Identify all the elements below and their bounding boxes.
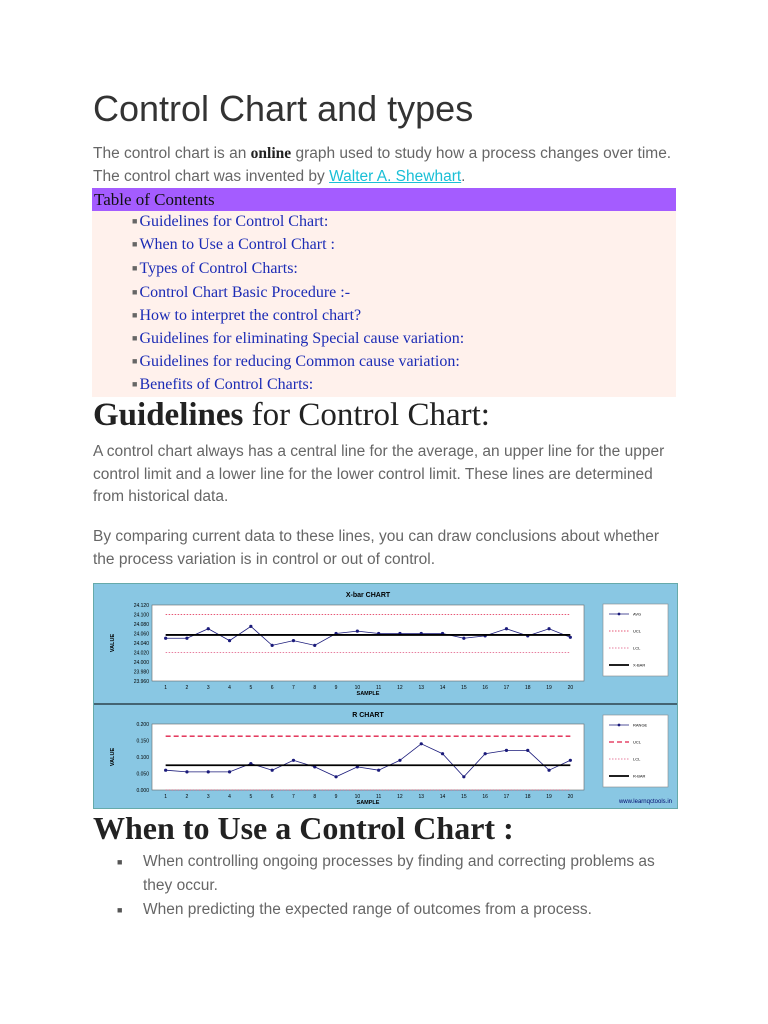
intro-text-2: graph used to study how a process changes over time. The control chart was invented by bbox=[93, 145, 672, 185]
toc-item[interactable] bbox=[132, 213, 328, 231]
x-tick-label: 10 bbox=[354, 685, 361, 691]
x-axis-label: SAMPLE bbox=[356, 800, 380, 806]
list-item bbox=[117, 898, 663, 922]
legend-marker bbox=[618, 613, 621, 616]
legend-label: RANGE bbox=[633, 722, 648, 728]
data-point bbox=[462, 775, 465, 778]
x-tick-label: 4 bbox=[228, 685, 231, 691]
x-tick-label: 3 bbox=[206, 685, 210, 691]
y-tick-label: 24.080 bbox=[133, 622, 149, 628]
data-point bbox=[462, 637, 465, 640]
data-point bbox=[313, 644, 316, 647]
data-point bbox=[228, 770, 231, 773]
square-bullet-icon: ■ bbox=[132, 310, 138, 320]
data-point bbox=[569, 759, 572, 762]
y-axis-label: VALUE bbox=[110, 747, 116, 767]
control-charts-svg bbox=[94, 584, 677, 808]
toc-link[interactable]: Guidelines for Control Chart: bbox=[139, 213, 329, 230]
list-item-text: When predicting the expected range of outcomes from a process. bbox=[143, 901, 592, 918]
toc-item[interactable] bbox=[132, 307, 361, 325]
heading-rest: for Control Chart: bbox=[243, 397, 490, 433]
x-tick-label: 6 bbox=[270, 794, 274, 800]
toc-item[interactable] bbox=[132, 284, 350, 302]
square-bullet-icon: ■ bbox=[132, 379, 138, 389]
x-tick-label: 1 bbox=[164, 794, 168, 800]
toc-link[interactable]: Guidelines for reducing Common cause variation: bbox=[139, 353, 460, 370]
x-tick-label: 14 bbox=[439, 794, 446, 800]
toc-link[interactable]: Guidelines for eliminating Special cause variation: bbox=[139, 330, 465, 347]
x-tick-label: 20 bbox=[567, 685, 574, 691]
data-point bbox=[249, 625, 252, 628]
heading-text: When to Use a Control Chart : bbox=[93, 810, 514, 846]
data-point bbox=[420, 742, 423, 745]
x-tick-label: 4 bbox=[228, 794, 231, 800]
when-to-use-list bbox=[117, 850, 663, 922]
data-point bbox=[526, 749, 529, 752]
guidelines-paragraph-1: A control chart always has a central line for the average, an upper line for the upper control limit and a lower line for the lower control limit. These lines are determined from historical data. bbox=[93, 443, 665, 505]
square-bullet-icon: ■ bbox=[117, 905, 123, 915]
x-tick-label: 10 bbox=[354, 794, 361, 800]
x-tick-label: 17 bbox=[503, 685, 510, 691]
x-tick-label: 15 bbox=[461, 794, 467, 800]
x-tick-label: 2 bbox=[185, 794, 189, 800]
y-tick-label: 23.980 bbox=[133, 669, 149, 676]
data-point bbox=[398, 759, 401, 762]
y-tick-label: 23.960 bbox=[133, 679, 149, 685]
data-point bbox=[441, 752, 444, 755]
legend-label: R-BAR bbox=[633, 773, 646, 779]
x-tick-label: 17 bbox=[503, 794, 510, 800]
x-tick-label: 5 bbox=[249, 685, 253, 691]
toc-link[interactable]: Benefits of Control Charts: bbox=[139, 376, 314, 393]
square-bullet-icon: ■ bbox=[132, 287, 138, 297]
intro-paragraph bbox=[93, 143, 683, 188]
toc-item[interactable] bbox=[132, 260, 298, 278]
x-tick-label: 13 bbox=[418, 794, 425, 800]
x-tick-label: 18 bbox=[524, 794, 531, 800]
table-of-contents bbox=[92, 188, 676, 397]
x-tick-label: 15 bbox=[461, 685, 467, 691]
legend-label: LCL bbox=[633, 645, 641, 651]
y-tick-label: 0.150 bbox=[136, 738, 149, 745]
data-point bbox=[569, 636, 572, 639]
chart-title: X-bar CHART bbox=[345, 592, 391, 599]
x-tick-label: 11 bbox=[376, 685, 382, 691]
x-tick-label: 16 bbox=[482, 794, 488, 800]
square-bullet-icon: ■ bbox=[132, 356, 138, 366]
x-tick-label: 16 bbox=[482, 685, 488, 691]
data-point bbox=[505, 627, 508, 630]
intro-text-3: . bbox=[461, 167, 466, 185]
toc-link[interactable]: How to interpret the control chart? bbox=[139, 307, 362, 324]
x-tick-label: 20 bbox=[567, 794, 574, 800]
data-point bbox=[185, 637, 188, 640]
x-tick-label: 9 bbox=[334, 685, 338, 691]
intro-text-1: The control chart is an bbox=[93, 145, 251, 162]
x-tick-label: 11 bbox=[376, 794, 382, 800]
data-point bbox=[484, 752, 487, 755]
x-tick-label: 3 bbox=[206, 794, 210, 800]
list-item bbox=[117, 850, 663, 898]
data-point bbox=[505, 749, 508, 752]
x-tick-label: 8 bbox=[313, 685, 317, 691]
data-point bbox=[164, 769, 167, 772]
toc-item[interactable] bbox=[132, 376, 313, 394]
x-tick-label: 9 bbox=[334, 794, 338, 800]
y-axis-label: VALUE bbox=[110, 633, 116, 653]
data-point bbox=[356, 630, 359, 633]
y-tick-label: 0.200 bbox=[136, 722, 149, 728]
plot-area bbox=[152, 724, 584, 790]
x-tick-label: 7 bbox=[292, 794, 295, 800]
data-point bbox=[185, 770, 188, 773]
data-point bbox=[377, 769, 380, 772]
y-tick-label: 24.100 bbox=[133, 612, 149, 619]
square-bullet-icon: ■ bbox=[132, 263, 138, 273]
data-point bbox=[271, 644, 274, 647]
guidelines-paragraph-2: By comparing current data to these lines, you can draw conclusions about whether the process variation is in control or out of control. bbox=[93, 528, 660, 568]
toc-link[interactable]: Control Chart Basic Procedure :- bbox=[139, 284, 351, 301]
x-tick-label: 12 bbox=[397, 685, 403, 691]
y-tick-label: 0.000 bbox=[136, 788, 149, 794]
toc-link[interactable]: Types of Control Charts: bbox=[139, 260, 298, 277]
square-bullet-icon: ■ bbox=[132, 216, 138, 226]
toc-item[interactable] bbox=[132, 330, 464, 348]
square-bullet-icon: ■ bbox=[117, 857, 123, 867]
data-point bbox=[292, 759, 295, 762]
data-point bbox=[547, 627, 550, 630]
x-tick-label: 19 bbox=[546, 794, 552, 800]
data-point bbox=[164, 637, 167, 640]
legend-label: X-BAR bbox=[633, 662, 646, 668]
data-point bbox=[228, 639, 231, 642]
toc-item[interactable] bbox=[132, 236, 335, 254]
x-tick-label: 13 bbox=[418, 685, 425, 691]
legend-label: AVG bbox=[633, 611, 642, 617]
legend-label: LCL bbox=[633, 756, 641, 762]
x-tick-label: 14 bbox=[439, 685, 446, 691]
x-tick-label: 18 bbox=[524, 685, 531, 691]
x-tick-label: 1 bbox=[164, 685, 168, 691]
y-tick-label: 24.040 bbox=[133, 641, 149, 647]
x-tick-label: 6 bbox=[270, 685, 274, 691]
data-point bbox=[207, 770, 210, 773]
x-tick-label: 7 bbox=[292, 685, 295, 691]
x-tick-label: 12 bbox=[397, 794, 403, 800]
data-point bbox=[547, 769, 550, 772]
toc-item[interactable] bbox=[132, 353, 460, 371]
intro-bold: online bbox=[250, 145, 292, 162]
plot-area bbox=[152, 605, 584, 681]
y-tick-label: 24.000 bbox=[133, 660, 149, 666]
watermark-text: www.learnqctools.in bbox=[618, 799, 672, 805]
data-point bbox=[334, 775, 337, 778]
x-axis-label: SAMPLE bbox=[356, 691, 380, 697]
section-heading-when-to-use bbox=[93, 810, 514, 847]
square-bullet-icon: ■ bbox=[132, 333, 138, 343]
legend-label: UCL bbox=[633, 739, 642, 745]
page-title: Control Chart and types bbox=[93, 88, 474, 129]
y-tick-label: 24.120 bbox=[133, 603, 149, 609]
toc-link[interactable]: When to Use a Control Chart : bbox=[139, 236, 335, 253]
legend-marker bbox=[618, 724, 621, 727]
toc-heading: Table of Contents bbox=[92, 188, 676, 211]
data-point bbox=[271, 769, 274, 772]
legend-label: UCL bbox=[633, 628, 642, 634]
y-tick-label: 0.100 bbox=[136, 755, 149, 761]
data-point bbox=[207, 627, 210, 630]
y-tick-label: 0.050 bbox=[136, 771, 149, 778]
shewhart-link[interactable]: Walter A. Shewhart bbox=[329, 167, 462, 185]
y-tick-label: 24.060 bbox=[133, 631, 149, 638]
x-tick-label: 5 bbox=[249, 794, 253, 800]
x-tick-label: 8 bbox=[313, 794, 317, 800]
data-point bbox=[292, 639, 295, 642]
list-item-text: When controlling ongoing processes by finding and correcting problems as they occur. bbox=[143, 853, 655, 894]
chart-title: R CHART bbox=[352, 712, 384, 719]
y-tick-label: 24.020 bbox=[133, 650, 149, 657]
control-chart-figure bbox=[93, 583, 678, 809]
section-heading-guidelines bbox=[93, 397, 490, 434]
x-tick-label: 2 bbox=[185, 685, 189, 691]
x-tick-label: 19 bbox=[546, 685, 552, 691]
square-bullet-icon: ■ bbox=[132, 239, 138, 249]
heading-bold-word: Guidelines bbox=[93, 397, 244, 433]
